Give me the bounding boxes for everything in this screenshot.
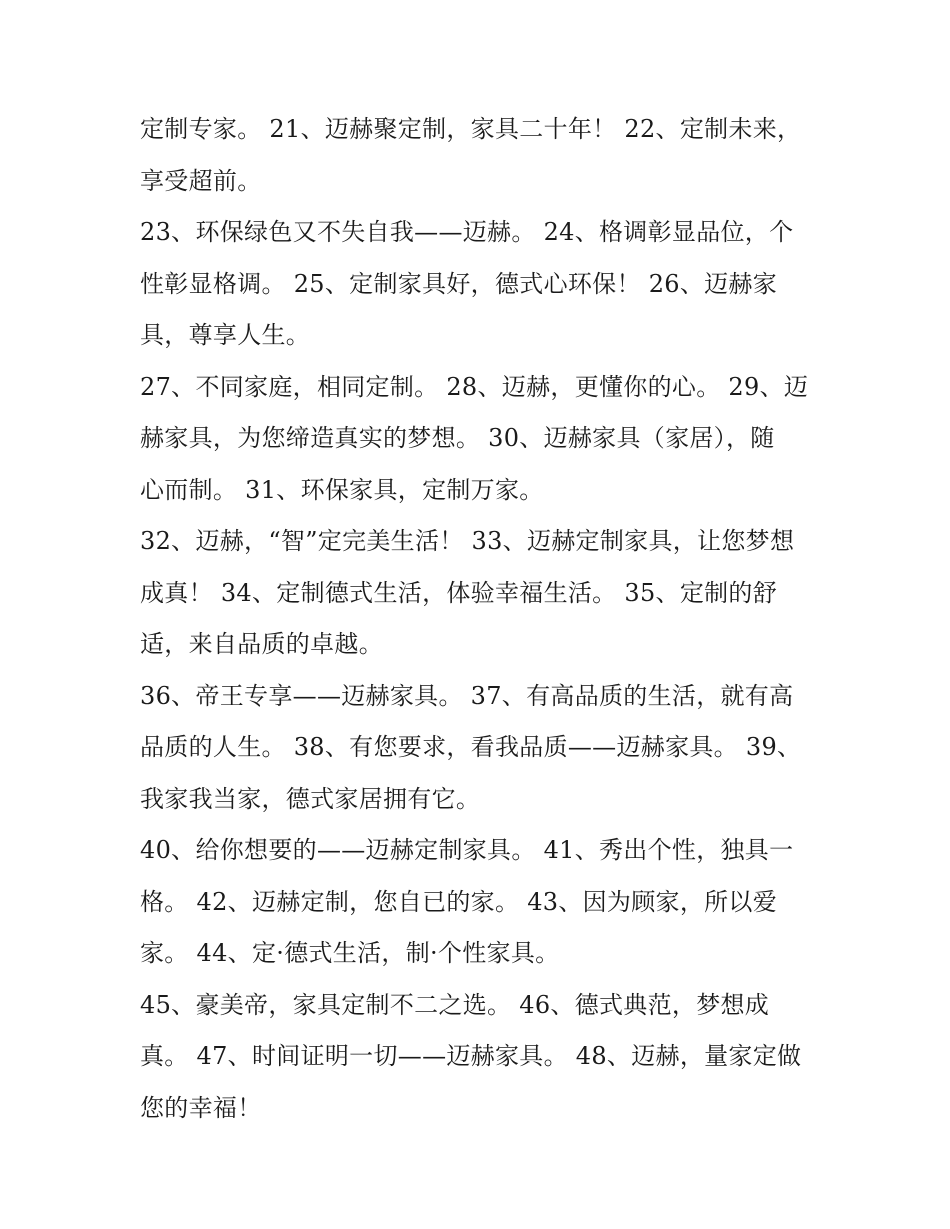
text-line: 性彰显格调。 25、定制家具好，德式心环保！ 26、迈赫家 (140, 269, 778, 298)
text-line: 23、环保绿色又不失自我——迈赫。 24、格调彰显品位，个 (140, 218, 794, 246)
text-line: 40、给你想要的——迈赫定制家具。 41、秀出个性，独具一 (140, 836, 794, 864)
text-line: 家。 44、定·德式生活，制·个性家具。 (140, 939, 560, 967)
text-line: 赫家具，为您缔造真实的梦想。 30、迈赫家具（家居），随 (140, 424, 775, 452)
text-line: 27、不同家庭，相同定制。 28、迈赫，更懂你的心。 29、迈 (140, 372, 809, 401)
text-line: 36、帝王专享——迈赫家具。 37、有高品质的生活，就有高 (140, 681, 794, 710)
text-line: 成真！ 34、定制德式生活，体验幸福生活。 35、定制的舒 (140, 578, 778, 607)
text-line: 45、豪美帝，家具定制不二之选。 46、德式典范，梦想成 (140, 990, 770, 1019)
text-line: 具，尊享人生。 (140, 321, 311, 349)
text-line: 享受超前。 (140, 166, 262, 195)
text-line: 32、迈赫，“智”定完美生活！ 33、迈赫定制家具，让您梦想 (140, 527, 795, 555)
text-line: 我家我当家，德式家居拥有它。 (140, 784, 481, 813)
text-line: 您的幸福！ (140, 1093, 262, 1122)
text-line: 定制专家。 21、迈赫聚定制，家具二十年！ 22、定制未来， (140, 115, 802, 143)
document-body (140, 104, 810, 1134)
text-line: 格。 42、迈赫定制，您自已的家。 43、因为顾家，所以爱 (140, 887, 778, 916)
text-line: 真。 47、时间证明一切——迈赫家具。 48、迈赫，量家定做 (140, 1042, 802, 1070)
text-line: 适，来自品质的卓越。 (140, 630, 383, 658)
text-line: 心而制。 31、环保家具，定制万家。 (140, 475, 544, 504)
text-line: 品质的人生。 38、有您要求，看我品质——迈赫家具。 39、 (140, 733, 802, 761)
